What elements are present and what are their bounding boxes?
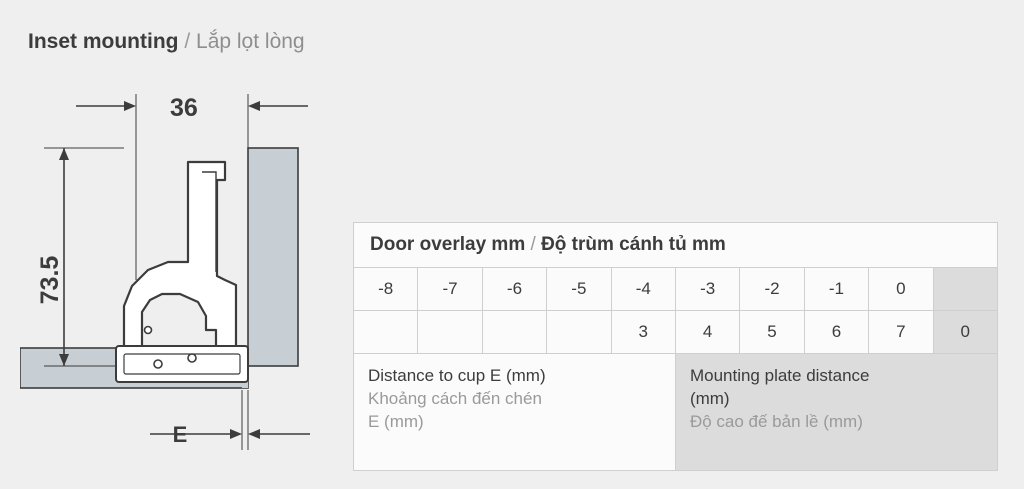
overlay-value-cell: -5 (547, 268, 611, 311)
plate-value-cell: 6 (804, 311, 868, 354)
table-header-row (354, 223, 998, 268)
overlay-value-cell: -6 (482, 268, 546, 311)
footer-mounting-plate-en-1: Mounting plate distance (689, 366, 870, 385)
svg-text:73.5: 73.5 (36, 255, 64, 305)
overlay-value-cell-empty (933, 268, 997, 311)
overlay-value-cell: -3 (675, 268, 739, 311)
overlay-value-cell: -8 (354, 268, 418, 311)
overlay-value-cell: -2 (740, 268, 804, 311)
table-header-separator: / (525, 234, 542, 255)
footer-distance-to-cup-vn-1: Khoảng cách đến chén (368, 389, 542, 408)
plate-value-cell: 3 (611, 311, 675, 354)
plate-value-cell: 7 (869, 311, 933, 354)
overlay-value-cell: 0 (869, 268, 933, 311)
footer-distance-to-cup-vn-2: E (mm) (368, 412, 424, 431)
plate-values-row (354, 311, 998, 354)
table-header-cell (354, 223, 998, 268)
door-overlay-table (353, 222, 998, 471)
footer-mounting-plate-en-2: (mm) (689, 389, 730, 408)
hinge-technical-drawing (20, 80, 350, 470)
plate-value-cell: 4 (675, 311, 739, 354)
page-title (28, 28, 305, 56)
footer-mounting-plate-distance (675, 354, 997, 471)
page-title-en: Inset mounting (28, 30, 179, 53)
plate-value-cell (482, 311, 546, 354)
svg-text:E: E (172, 422, 188, 447)
table-footer-row (354, 354, 998, 471)
table-header-en: Door overlay mm (370, 234, 526, 255)
plate-value-cell: 5 (740, 311, 804, 354)
plate-value-cell (547, 311, 611, 354)
footer-distance-to-cup (354, 354, 676, 471)
overlay-values-row (354, 268, 998, 311)
plate-value-cell (354, 311, 418, 354)
overlay-value-cell: -1 (804, 268, 868, 311)
page-title-vn: Lắp lọt lòng (196, 30, 305, 53)
plate-value-cell-highlighted: 0 (933, 311, 997, 354)
footer-distance-to-cup-en: Distance to cup E (mm) (368, 366, 546, 385)
plate-value-cell (418, 311, 482, 354)
footer-mounting-plate-vn: Độ cao đế bản lề (mm) (689, 412, 863, 431)
overlay-value-cell: -7 (418, 268, 482, 311)
page-title-separator: / (178, 30, 197, 53)
table-header-vn: Độ trùm cánh tủ mm (541, 234, 726, 255)
overlay-value-cell: -4 (611, 268, 675, 311)
svg-text:36: 36 (170, 94, 198, 122)
